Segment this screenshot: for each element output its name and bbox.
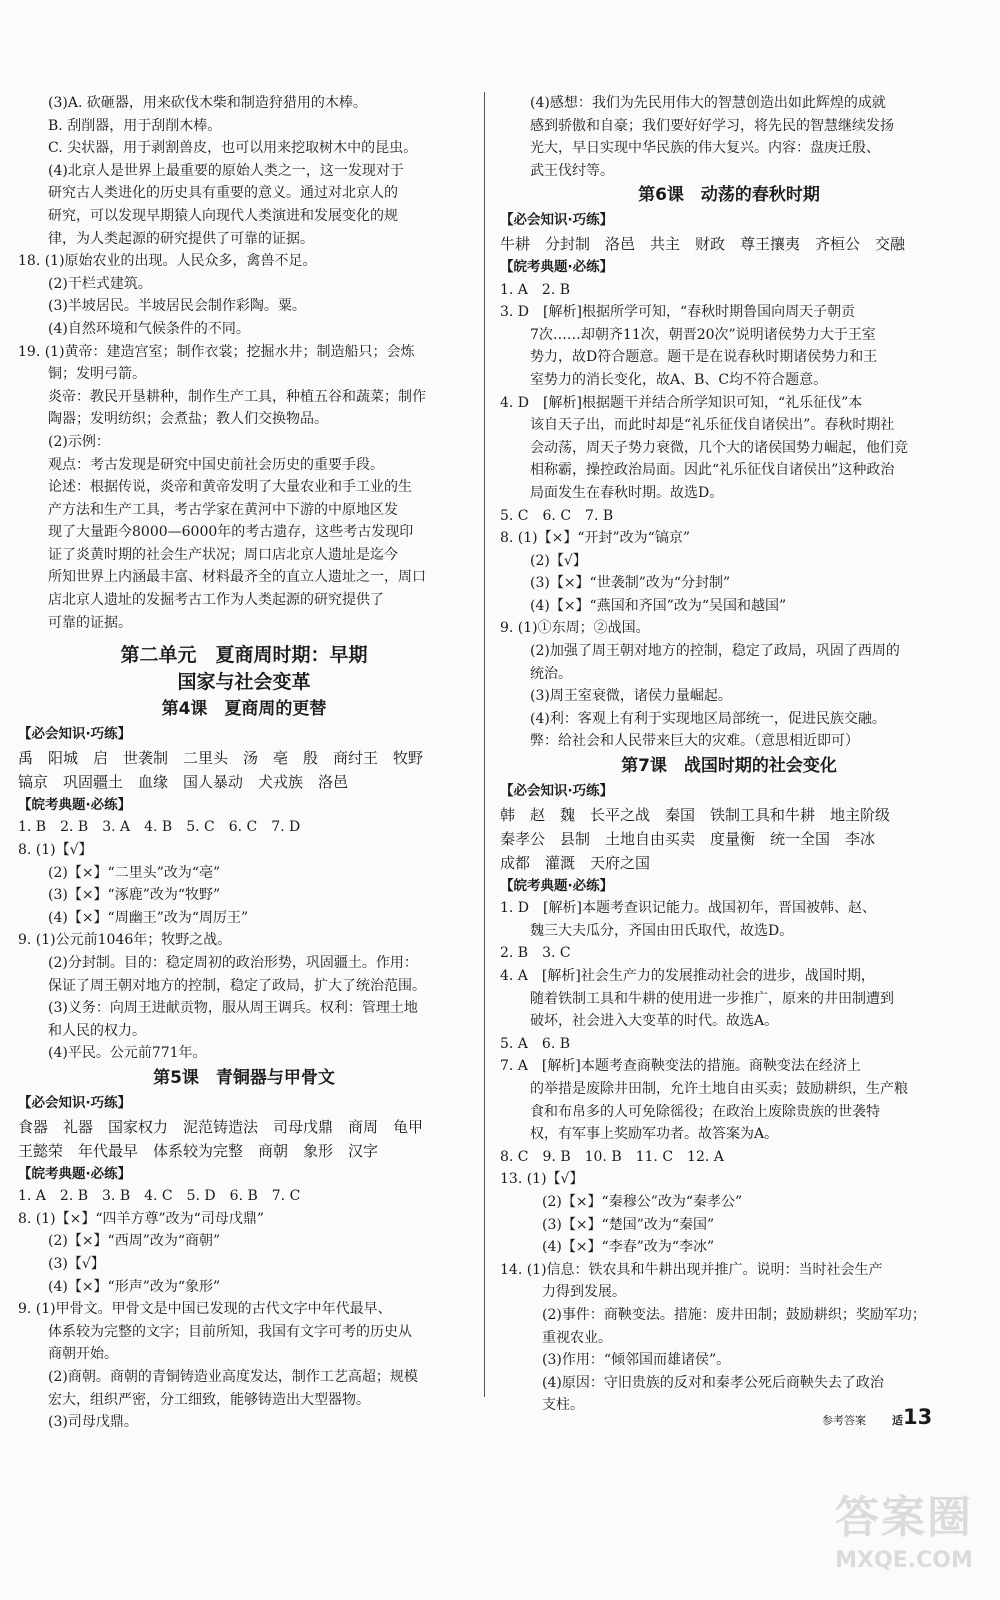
answer-line: 1. A 2. B 3. B 4. C 5. D 6. B 7. C: [18, 1188, 301, 1205]
answer-line: (4)【×】“李春”改为“李冰”: [542, 1239, 715, 1256]
answer-line: 魏三大夫瓜分，齐国由田氏取代，故选D。: [530, 922, 794, 939]
answer-line: 13. (1)【√】: [500, 1171, 584, 1188]
answer-line: 光大，早日实现中华民族的伟大复兴。内容：盘庚迁殷、: [530, 140, 880, 157]
lesson-4-answers: [18, 816, 470, 1065]
answer-line: 保证了周王朝对地方的控制，稳定了政局，扩大了统治范围。: [48, 977, 426, 994]
answer-line: 8. C 9. B 10. B 11. C 12. A: [500, 1148, 724, 1165]
answer-line: 炎帝：教民开垦耕种，制作生产工具，种植五谷和蔬菜；制作: [48, 388, 426, 405]
watermark-text: 答案圈: [835, 1492, 973, 1543]
answer-line: (3)作用：“倾邻国而雄诸侯”。: [542, 1352, 731, 1369]
answer-line: 食和布帛多的人可免除徭役；在政治上废除贵族的世袭特: [530, 1103, 880, 1120]
watermark-logo: [820, 1490, 988, 1594]
lesson-7-title: 第7课 战国时期的社会变化: [621, 756, 837, 777]
unit-title-line2: 国家与社会变革: [177, 671, 311, 694]
answer-line: 室势力的消长变化，故A、B、C均不符合题意。: [530, 371, 828, 388]
answer-line: (2)【√】: [530, 552, 587, 569]
answer-line: (2)商朝。商朝的青铜铸造业高度发达，制作工艺高超；规模: [48, 1368, 418, 1385]
answer-line: 7次……却朝齐11次，朝晋20次”说明诸侯势力大于王室: [530, 326, 876, 343]
answer-line: 8. (1)【×】“开封”改为“镐京”: [500, 530, 690, 547]
answer-line: 9. (1)甲骨文。甲骨文是中国已发现的古代文字中年代最早、: [18, 1301, 392, 1318]
answer-line: (3)义务：向周王进献贡物，服从周王调兵。权利：管理土地: [48, 1000, 418, 1017]
answer-line: 相称霸，操控政治局面。因此“礼乐征伐自诸侯出”这种政治: [530, 462, 895, 479]
answer-line: (3)【×】“世袭制”改为“分封制”: [530, 575, 731, 592]
watermark-url: MXQE.COM: [835, 1548, 973, 1573]
answer-line: 14. (1)信息：铁农具和牛耕出现并推广。说明：当时社会生产: [500, 1261, 883, 1278]
lesson-5-answers: [18, 1185, 470, 1434]
answer-line: (3)周王室衰微，诸侯力量崛起。: [530, 688, 732, 705]
answer-line: 1. A 2. B: [500, 281, 571, 298]
answer-line: 律，为人类起源的研究提供了可靠的证据。: [48, 230, 314, 247]
lesson-7: [500, 753, 958, 1417]
lesson-6: [500, 182, 958, 753]
answer-line: 研究，可以发现早期猿人向现代人类演进和发展变化的规: [48, 207, 398, 224]
answer-line: 弊：给社会和人民带来巨大的灾难。（意思相近即可）: [530, 733, 859, 750]
lesson-5-continued: [500, 92, 958, 182]
answer-line: 8. (1)【×】“四羊方尊”改为“司母戊鼎”: [18, 1210, 264, 1227]
lesson-6-exercise-tag: 【皖考典题·必练】: [500, 258, 614, 275]
page-footer: [822, 1405, 932, 1429]
keyword-line: 成都 灌溉 天府之国: [500, 853, 651, 872]
keyword-line: 镐京 巩固疆土 血缘 国人暴动 犬戎族 洛邑: [18, 772, 349, 791]
right-column: [500, 92, 958, 1417]
lesson-6-title: 第6课 动荡的春秋时期: [638, 185, 820, 206]
lesson-5-keywords: [18, 1115, 470, 1163]
keyword-line: 韩 赵 魏 长平之战 秦国 铁制工具和牛耕 地主阶级: [500, 805, 891, 824]
lesson-4-title: 第4课 夏商周的更替: [161, 699, 327, 720]
answer-line: 4. D [解析]根据题干并结合所学知识可知，“礼乐征伐”本: [500, 394, 863, 411]
answer-line: 统治。: [530, 665, 572, 682]
lesson-5-knowledge-tag: 【必会知识·巧练】: [18, 1094, 132, 1111]
answer-line: (2)示例：: [48, 433, 110, 450]
answer-line: 陶器；发明纺织；会煮盐；教人们交换物品。: [48, 411, 328, 428]
answer-line: (4)北京人是世界上最重要的原始人类之一，这一发现对于: [48, 162, 404, 179]
lesson-4: [18, 696, 470, 1065]
answer-line: 该自天子出，而此时却是“礼乐征伐自诸侯出”。春秋时期社: [530, 417, 895, 434]
answer-line: 店北京人遗址的发掘考古工作为人类起源的研究提供了: [48, 592, 384, 609]
lesson-6-answers: [500, 279, 958, 753]
answer-line: 重视农业。: [542, 1329, 612, 1346]
answer-line: (4)原因：守旧贵族的反对和秦孝公死后商鞅失去了政治: [542, 1374, 884, 1391]
answer-line: 所知世界上内涵最丰富、材料最齐全的直立人遗址之一，周口: [48, 569, 426, 586]
answer-line: 可靠的证据。: [48, 614, 132, 631]
answer-line: 3. D [解析]根据所学可知，“春秋时期鲁国向周天子朝贡: [500, 304, 856, 321]
lesson-4-keywords: [18, 746, 470, 794]
answer-line: (2)事件：商鞅变法。措施：废井田制；鼓励耕织；奖励军功；: [542, 1306, 926, 1323]
answer-line: (3)半坡居民。半坡居民会制作彩陶。粟。: [48, 298, 306, 315]
answer-line: C. 尖状器，用于剥割兽皮，也可以用来挖取树木中的昆虫。: [48, 140, 418, 157]
answer-line: (4)感想：我们为先民用伟大的智慧创造出如此辉煌的成就: [530, 95, 886, 111]
answer-line: 9. (1)公元前1046年；牧野之战。: [18, 932, 232, 949]
answer-line: (3)【×】“楚国”改为“秦国”: [542, 1216, 715, 1233]
left-column: [18, 92, 470, 1434]
answer-line: 证了炎黄时期的社会生产状况；周口店北京人遗址是迄今: [48, 546, 398, 563]
answer-line: (3)【×】“涿鹿”改为“牧野”: [48, 887, 221, 904]
answer-line: 9. (1)①东周；②战国。: [500, 620, 650, 637]
lesson-5: [18, 1065, 470, 1434]
answer-line: 4. A [解析]社会生产力的发展推动社会的进步，战国时期，: [500, 968, 875, 984]
answer-line: 商朝开始。: [48, 1346, 118, 1363]
answer-line: 局面发生在春秋时期。故选D。: [530, 484, 724, 501]
lesson-7-answers: [500, 897, 958, 1417]
keyword-line: 禹 阳城 启 世袭制 二里头 汤 亳 殷 商纣王 牧野: [18, 748, 424, 767]
answer-line: (4)自然环境和气候条件的不同。: [48, 320, 250, 337]
answer-line: 5. A 6. B: [500, 1035, 571, 1052]
answer-line: 破坏，社会进入大变革的时代。故选A。: [530, 1013, 779, 1030]
answer-line: (4)利：客观上有利于实现地区局部统一，促进民族交融。: [530, 710, 886, 727]
answer-line: 势力，故D符合题意。题干是在说春秋时期诸侯势力和王: [530, 349, 878, 366]
answer-line: (2)【×】“秦穆公”改为“秦孝公”: [542, 1193, 743, 1210]
answer-line: 随着铁制工具和牛耕的使用进一步推广，原来的井田制遭到: [530, 990, 894, 1007]
lesson-7-knowledge-tag: 【必会知识·巧练】: [500, 783, 614, 800]
lesson-6-knowledge-tag: 【必会知识·巧练】: [500, 212, 614, 229]
answer-line: 论述：根据传说，炎帝和黄帝发明了大量农业和手工业的生: [48, 479, 412, 496]
answer-line: 铜；发明弓箭。: [48, 366, 146, 383]
column-divider: [484, 92, 485, 1397]
answer-line: 武王伐纣等。: [530, 162, 614, 179]
answer-line: 7. A [解析]本题考查商鞅变法的措施。商鞅变法在经济上: [500, 1058, 861, 1075]
page-number: 13: [903, 1405, 933, 1429]
answer-line: B. 刮削器，用于刮削木棒。: [48, 117, 222, 134]
keyword-line: 王懿荣 年代最早 体系较为完整 商朝 象形 汉字: [18, 1141, 379, 1160]
keyword-line: 食器 礼器 国家权力 泥范铸造法 司母戊鼎 商周 龟甲: [18, 1117, 424, 1136]
answer-line: (3)【√】: [48, 1255, 105, 1272]
keyword-line: 牛耕 分封制 洛邑 共主 财政 尊王攘夷 齐桓公 交融: [500, 234, 906, 253]
answer-line: 18. (1)原始农业的出现。人民众多，禽兽不足。: [18, 253, 317, 270]
lesson-7-keywords: [500, 803, 958, 875]
answer-line: (4)【×】“燕国和齐国”改为“吴国和越国”: [530, 597, 787, 614]
answer-line: 宏大，组织严密，分工细致，能够铸造出大型器物。: [48, 1391, 370, 1408]
answer-line: (2)【×】“西周”改为“商朝”: [48, 1233, 221, 1250]
answer-line: (2)分封制。目的：稳定周初的政治形势，巩固疆土。作用：: [48, 955, 418, 971]
answer-line: (2)干栏式建筑。: [48, 275, 152, 292]
answer-line: 感到骄傲和自豪；我们要好好学习，将先民的智慧继续发扬: [530, 117, 894, 134]
answer-line: (4)平民。公元前771年。: [48, 1045, 207, 1062]
answer-line: 支柱。: [542, 1397, 584, 1414]
answer-line: 8. (1)【√】: [18, 842, 93, 859]
answer-line: 产方法和生产工具，考古学家在黄河中下游的中原地区发: [48, 501, 398, 518]
footer-label: 参考答案: [822, 1414, 866, 1427]
footer-edition-mark: 适: [892, 1414, 903, 1427]
answer-line: (3)A. 砍砸器，用来砍伐木柴和制造狩猎用的木棒。: [48, 95, 367, 111]
answer-line: (4)【×】“周幽王”改为“周厉王”: [48, 909, 249, 926]
q17-19-answers: [18, 92, 470, 634]
unit-title-line1: 第二单元 夏商周时期：早期: [120, 644, 368, 667]
answer-line: 2. B 3. C: [500, 945, 571, 962]
answer-line: 1. D [解析]本题考查识记能力。战国初年，晋国被韩、赵、: [500, 900, 876, 917]
answer-line: (2)【×】“二里头”改为“亳”: [48, 864, 221, 881]
answer-line: 体系较为完整的文字；目前所知，我国有文字可考的历史从: [48, 1323, 412, 1340]
keyword-line: 秦孝公 县制 土地自由买卖 度量衡 统一全国 李冰: [500, 829, 876, 848]
lesson-4-knowledge-tag: 【必会知识·巧练】: [18, 726, 132, 743]
answer-line: 研究古人类进化的历史具有重要的意义。通过对北京人的: [48, 185, 398, 202]
answer-line: (3)司母戊鼎。: [48, 1414, 138, 1431]
answer-line: 19. (1)黄帝：建造宫室；制作衣裳；挖掘水井；制造船只；会炼: [18, 343, 415, 360]
lesson-5-title: 第5课 青铜器与甲骨文: [153, 1067, 335, 1088]
answer-line: (4)【×】“形声”改为“象形”: [48, 1278, 221, 1295]
answer-line: 5. C 6. C 7. B: [500, 507, 614, 524]
lesson-5-exercise-tag: 【皖考典题·必练】: [18, 1165, 132, 1182]
answer-line: 现了大量距今8000—6000年的考古遗存，这些考古发现印: [48, 524, 414, 541]
answer-line: 权，有军事上奖励军功者。故答案为A。: [530, 1126, 779, 1143]
lesson-7-exercise-tag: 【皖考典题·必练】: [500, 877, 614, 894]
answer-line: 1. B 2. B 3. A 4. B 5. C 6. C 7. D: [18, 819, 301, 836]
answer-line: 会动荡，周天子势力衰微，几个大的诸侯国势力崛起，他们竞: [530, 439, 908, 456]
answer-line: 观点：考古发现是研究中国史前社会历史的重要手段。: [48, 456, 384, 473]
unit-heading: [18, 642, 470, 696]
lesson-4-exercise-tag: 【皖考典题·必练】: [18, 796, 132, 813]
lesson-6-keywords: [500, 232, 958, 256]
answer-line: 力得到发展。: [542, 1284, 626, 1301]
answer-line: 的举措是废除井田制，允许土地自由买卖；鼓励耕织，生产粮: [530, 1080, 908, 1097]
answer-line: 和人民的权力。: [48, 1022, 146, 1039]
answer-line: (2)加强了周王朝对地方的控制，稳定了政局，巩固了西周的: [530, 643, 900, 660]
